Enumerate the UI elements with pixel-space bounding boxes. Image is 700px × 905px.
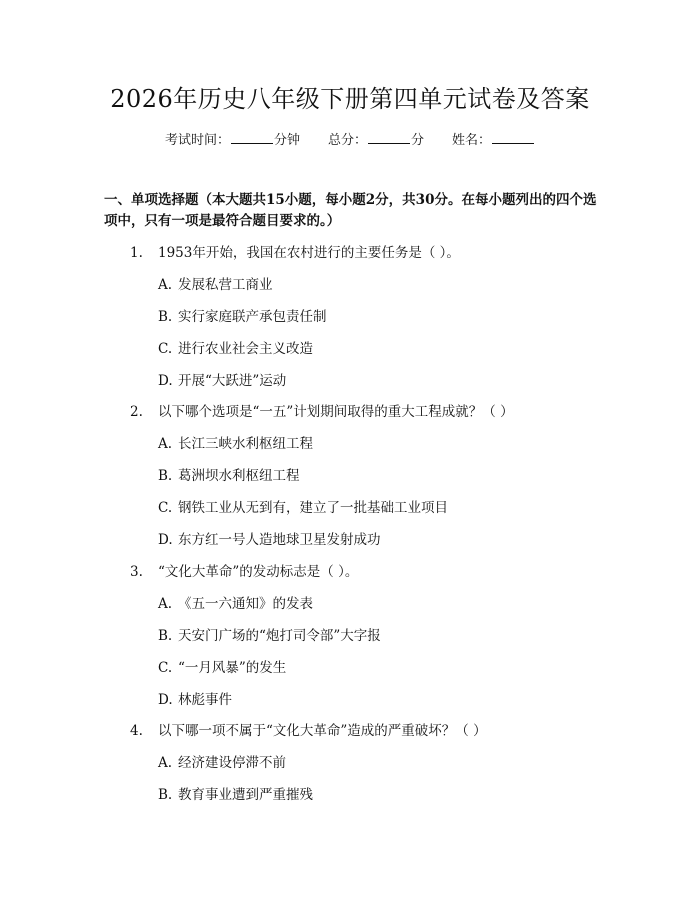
option-text: 《五一六通知》的发表 [178,596,313,612]
exam-time-field [165,131,300,151]
question-1-option-b [158,307,618,327]
question-3-option-a [158,594,618,614]
question-text: “文化大革命”的发动标志是（ ）。 [158,564,359,580]
question-text: 以下哪个选项是“一五”计划期间取得的重大工程成就？（ ） [158,404,514,420]
student-name-blank [492,131,534,144]
option-text: 发展私营工商业 [178,277,273,293]
option-text: 林彪事件 [178,692,232,708]
section-heading: 一、单项选择题（本大题共15小题，每小题2分，共30分。在每小题列出的四个选项中，只有一项是最符合题目要求的。） [104,192,597,229]
exam-info-row [0,131,700,151]
question-text: 以下哪一项不属于“文化大革命”造成的严重破坏？（ ） [158,723,487,739]
option-letter: B. [158,309,173,325]
question-2-option-a [158,434,618,454]
option-letter: A. [158,755,173,771]
exam-time-label: 考试时间： [164,133,230,148]
option-letter: A. [158,277,173,293]
question-number: 4. [130,723,143,739]
question-3 [130,562,610,582]
total-score-blank [368,131,410,144]
option-text: 钢铁工业从无到有，建立了一批基础工业项目 [178,500,448,516]
student-name-field [452,131,535,151]
option-letter: C. [158,660,173,676]
total-score-label: 总分： [327,133,367,148]
option-text: 葛洲坝水利枢纽工程 [178,468,300,484]
option-letter: B. [158,628,173,644]
question-number: 1. [130,245,143,261]
question-number: 2. [130,404,143,420]
question-4-option-a [158,753,618,773]
option-letter: D. [158,532,173,548]
option-letter: D. [158,373,173,389]
option-letter: B. [158,787,173,803]
question-2 [130,402,610,422]
question-2-option-d [158,530,618,550]
option-text: 教育事业遭到严重摧残 [178,787,313,803]
question-1 [130,243,610,263]
question-number: 3. [130,564,143,580]
question-2-option-c [158,498,618,518]
option-text: 实行家庭联产承包责任制 [178,309,327,325]
option-text: 开展“大跃进”运动 [178,373,287,389]
question-3-option-d [158,690,618,710]
option-text: 进行农业社会主义改造 [178,341,313,357]
option-letter: B. [158,468,173,484]
option-letter: A. [158,436,173,452]
question-2-option-b [158,466,618,486]
total-score-unit: 分 [411,133,425,148]
exam-time-blank [231,131,273,144]
question-text: 1953年开始，我国在农村进行的主要任务是（ ）。 [158,245,460,261]
option-text: 经济建设停滞不前 [178,755,286,771]
question-3-option-c [158,658,618,678]
exam-time-unit: 分钟 [273,133,300,148]
option-text: “一月风暴”的发生 [178,660,287,676]
question-4-option-b [158,785,618,805]
page-title: 2026年历史八年级下册第四单元试卷及答案 [110,85,590,113]
option-letter: C. [158,500,173,516]
option-text: 东方红一号人造地球卫星发射成功 [178,532,381,548]
question-3-option-b [158,626,618,646]
question-1-option-c [158,339,618,359]
option-text: 长江三峡水利枢纽工程 [178,436,313,452]
option-text: 天安门广场的“炮打司令部”大字报 [178,628,381,644]
question-1-option-d [158,371,618,391]
total-score-field [328,131,424,151]
option-letter: A. [158,596,173,612]
option-letter: C. [158,341,173,357]
question-4 [130,721,610,741]
question-1-option-a [158,275,618,295]
option-letter: D. [158,692,173,708]
student-name-label: 姓名： [452,133,492,148]
